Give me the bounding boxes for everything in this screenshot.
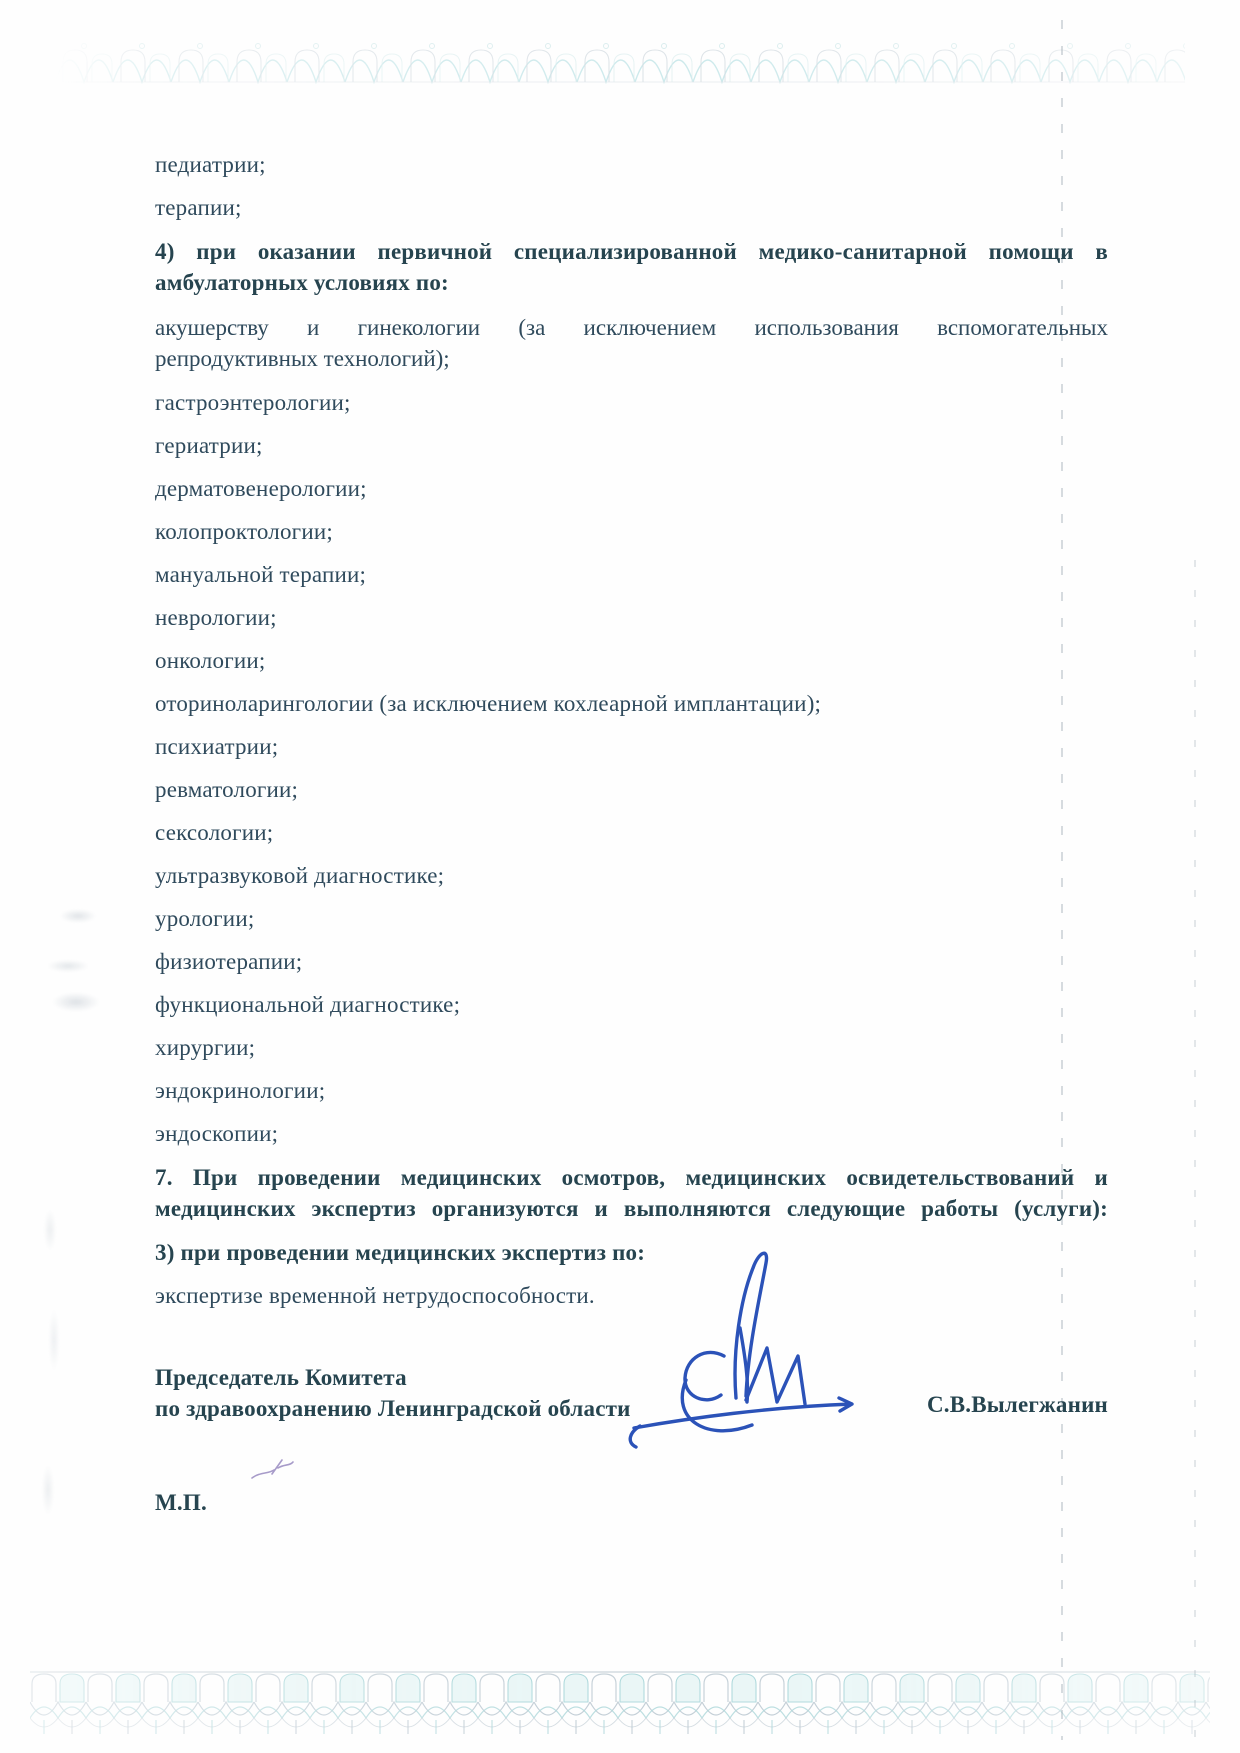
specialty-item: мануальной терапии;	[155, 562, 367, 587]
paragraph-line: акушерству и гинекологии (за исключением использования вспомогательных	[155, 315, 1108, 340]
guilloche-bottom-border	[30, 1666, 1210, 1742]
heading-line: 7. При проведении медицинских осмотров, медицинских освидетельствований и	[155, 1165, 1108, 1190]
paragraph-line: репродуктивных технологий);	[155, 346, 450, 371]
specialty-item: функциональной диагностике;	[155, 992, 461, 1017]
specialty-item: гериатрии;	[155, 433, 263, 458]
specialty-item: онкологии;	[155, 648, 266, 673]
section-heading-4	[155, 236, 1108, 298]
specialty-item: психиатрии;	[155, 734, 279, 759]
heading-line: медицинских экспертиз организуются и выполняются следующие работы (услуги):	[155, 1196, 1108, 1221]
paragraph-obstetrics	[155, 312, 1108, 374]
specialty-item: эндоскопии;	[155, 1121, 279, 1146]
list-item: терапии;	[155, 195, 242, 220]
specialty-item: гастроэнтерологии;	[155, 390, 351, 415]
specialty-item: сексологии;	[155, 820, 274, 845]
section-heading-7	[155, 1162, 1108, 1224]
specialty-item: урологии;	[155, 906, 255, 931]
specialty-item: ревматологии;	[155, 777, 299, 802]
signatory-title-line: Председатель Комитета	[155, 1365, 407, 1390]
specialty-item: ультразвуковой диагностике;	[155, 863, 445, 888]
list-item: педиатрии;	[155, 152, 266, 177]
expertise-line: экспертизе временной нетрудоспособности.	[155, 1283, 595, 1308]
section-heading-3: 3) при проведении медицинских экспертиз по:	[155, 1240, 646, 1265]
ink-squiggle-artifact	[248, 1452, 298, 1486]
specialty-item: оториноларингологии (за исключением кохлеарной имплантации);	[155, 691, 822, 716]
specialty-item: неврологии;	[155, 605, 277, 630]
seal-placeholder: М.П.	[155, 1490, 207, 1515]
heading-line: 4) при оказании первичной специализированной медико-санитарной помощи в	[155, 239, 1108, 264]
specialty-item: хирургии;	[155, 1035, 256, 1060]
specialty-item: физиотерапии;	[155, 949, 303, 974]
heading-line: амбулаторных условиях по:	[155, 270, 449, 295]
handwritten-signature	[620, 1228, 940, 1468]
specialty-item: дерматовенерологии;	[155, 476, 367, 501]
signatory-title-line: по здравоохранению Ленинградской области	[155, 1396, 631, 1421]
specialty-item: эндокринологии;	[155, 1078, 326, 1103]
signatory-name: С.В.Вылегжанин	[926, 1392, 1108, 1417]
signatory-title	[155, 1362, 631, 1424]
specialty-item: колопроктологии;	[155, 519, 333, 544]
